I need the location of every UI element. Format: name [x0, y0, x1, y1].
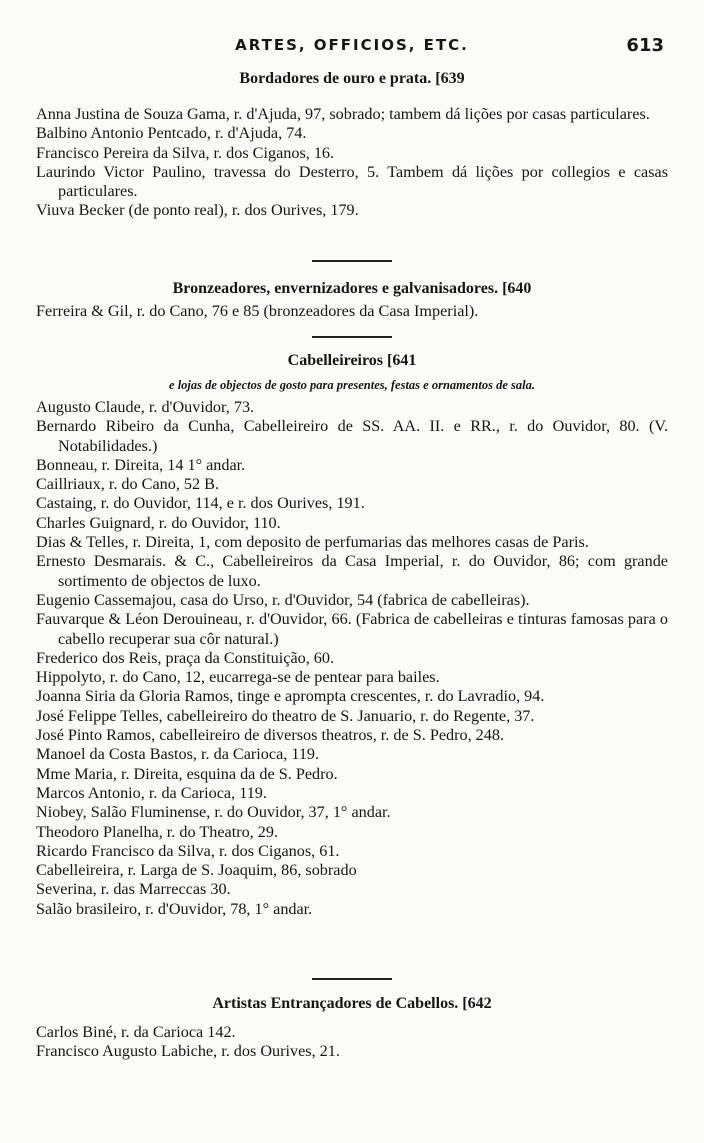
- list-item: Eugenio Cassemajou, casa do Urso, r. d'Ouvidor, 54 (fabrica de cabelleiras).: [36, 590, 530, 609]
- list-item: Mme Maria, r. Direita, esquina da de S. Pedro.: [36, 764, 338, 783]
- list-item: Charles Guignard, r. do Ouvidor, 110.: [36, 513, 281, 532]
- list-item: Castaing, r. do Ouvidor, 114, e r. dos Ourives, 191.: [36, 494, 365, 513]
- list-item: Carlos Biné, r. da Carioca 142.: [36, 1023, 236, 1041]
- list-item: Hippolyto, r. do Cano, 12, eucarrega-se de pentear para bailes.: [36, 668, 440, 687]
- list-item: Balbino Antonio Pentcado, r. d'Ajuda, 74.: [36, 124, 307, 143]
- list-item: Salão brasileiro, r. d'Ouvidor, 78, 1° andar.: [36, 899, 313, 918]
- list-item: Francisco Pereira da Silva, r. dos Ciganos, 16.: [36, 143, 335, 162]
- section-subheading-cabelleireiros: e lojas de objectos de gosto para presentes, festas e ornamentos de sala.: [169, 378, 535, 392]
- list-item: Joanna Siria da Gloria Ramos, tinge e apromptа crescentes, r. do Lavradio, 94.: [36, 687, 545, 706]
- entry-list-bronzeadores: [36, 302, 668, 321]
- list-item: Bernardo Ribeiro da Cunha, Cabelleireiro de SS. AA. II. e RR., r. do Ouvidor, 80. (V. Notabilidades.): [36, 417, 668, 455]
- list-item: Frederico dos Reis, praça da Constituição, 60.: [36, 648, 335, 667]
- list-item: Fauvarque & Léon Derouineau, r. d'Ouvidor, 66. (Fabrica de cabelleiras e tinturas famosas para o cabello recuperar sua côr natural.): [36, 610, 668, 648]
- section-divider: [312, 260, 392, 262]
- section-heading-cabelleireiros: Cabelleireiros [641: [287, 352, 417, 369]
- list-item: Anna Justina de Souza Gama, r. d'Ajuda, 97, sobrado; tambem dá lições por casas particulares.: [36, 105, 650, 123]
- list-item: Viuva Becker (de ponto real), r. dos Ourives, 179.: [36, 201, 359, 220]
- list-item: Laurindo Victor Paulino, travessa do Desterro, 5. Tambem dá lições por collegios e casas particulares.: [36, 162, 668, 201]
- list-item: Bonneau, r. Direita, 14 1° andar.: [36, 455, 246, 474]
- page-number: 613: [626, 35, 664, 56]
- list-item: Cabelleireira, r. Larga de S. Joaquim, 86, sobrado: [36, 861, 357, 880]
- list-item: Severina, r. das Marreccas 30.: [36, 880, 231, 899]
- list-item: Manoel da Costa Bastos, r. da Carioca, 119.: [36, 745, 320, 764]
- list-item: Dias & Telles, r. Direita, 1, com deposito de perfumarias das melhores casas de Paris.: [36, 533, 589, 552]
- list-item: Niobey, Salão Fluminense, r. do Ouvidor, 37, 1° andar.: [36, 803, 391, 822]
- entry-list-cabelleireiros: [36, 398, 668, 919]
- section-heading-bronzeadores: Bronzeadores, envernizadores e galvanisadores. [640: [172, 280, 532, 297]
- list-item: Ricardo Francisco da Silva, r. dos Ciganos, 61.: [36, 841, 340, 860]
- list-item: Caillriaux, r. do Cano, 52 B.: [36, 475, 219, 494]
- entry-list-entrancadores: [36, 1023, 668, 1062]
- list-item: Marcos Antonio, r. da Carioca, 119.: [36, 783, 267, 802]
- list-item: Ernesto Desmarais. & C., Cabelleireiros da Casa Imperial, r. do Ouvidor, 86; com grande sortimento de objectos de luxo.: [36, 552, 668, 590]
- section-divider: [312, 978, 392, 980]
- list-item: José Felippe Telles, cabelleireiro do theatro de S. Januario, r. do Regente, 37.: [36, 706, 535, 725]
- section-heading-bordadores: Bordadores de ouro e prata. [639: [239, 70, 465, 87]
- list-item: Ferreira & Gil, r. do Cano, 76 e 85 (bronzeadores da Casa Imperial).: [36, 302, 479, 320]
- section-divider: [312, 336, 392, 338]
- list-item: Theodoro Planelha, r. do Theatro, 29.: [36, 822, 279, 841]
- running-head: ARTES, OFFICIOS, ETC.: [235, 36, 469, 54]
- entry-list-bordadores: [36, 105, 668, 221]
- section-heading-entrancadores: Artistas Entrançadores de Cabellos. [642: [212, 995, 492, 1012]
- list-item: José Pinto Ramos, cabelleireiro de diversos theatros, r. de S. Pedro, 248.: [36, 726, 505, 745]
- list-item: Francisco Augusto Labiche, r. dos Ourives, 21.: [36, 1042, 340, 1061]
- list-item: Augusto Claude, r. d'Ouvidor, 73.: [36, 398, 255, 416]
